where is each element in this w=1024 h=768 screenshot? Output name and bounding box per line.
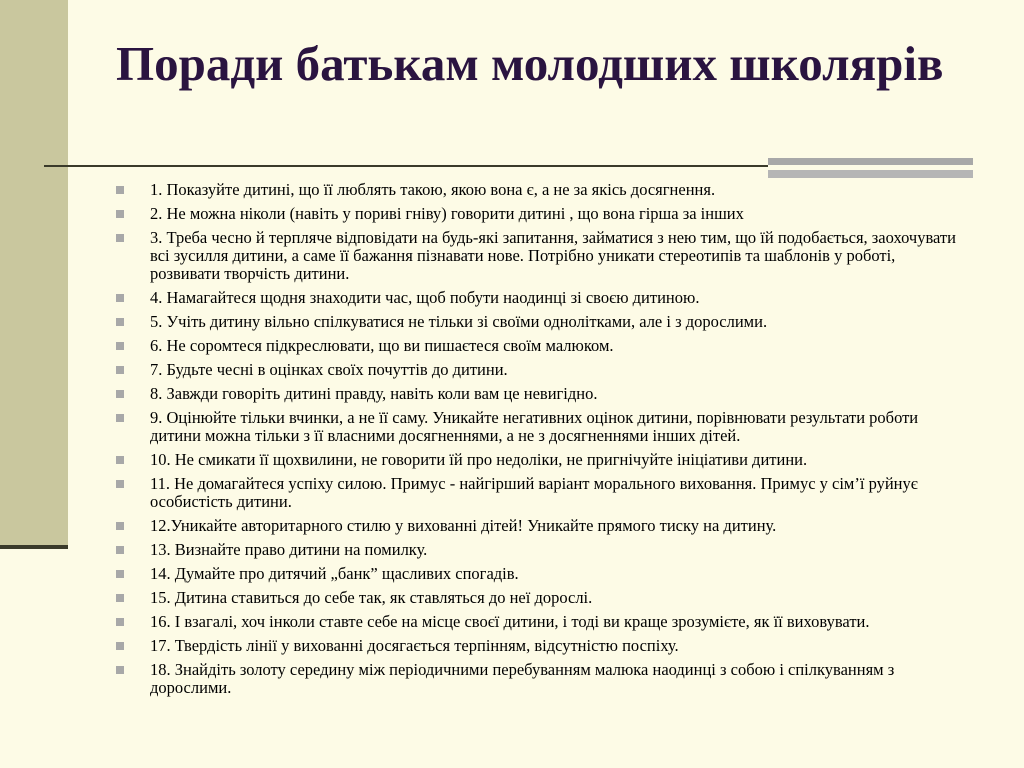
tip-text: 14. Думайте про дитячий „банк” щасливих спогадів. — [150, 564, 519, 583]
list-item — [116, 289, 966, 307]
tip-text: 18. Знайдіть золоту середину між періодичними перебуванням малюка наодинці з собою і спілкуванням з дорослими. — [150, 660, 895, 697]
tip-text: 4. Намагайтеся щодня знаходити час, щоб побути наодинці зі своєю дитиною. — [150, 288, 700, 307]
tip-text: 2. Не можна ніколи (навіть у пориві гніву) говорити дитині , що вона гірша за інших — [150, 204, 744, 223]
tip-text: 3. Треба чесно й терпляче відповідати на будь-які запитання, займатися з нею тим, що їй подобається, заохочувати всі зусилля дитини, а саме її бажання пізнавати нове. Потрібно уникати стереотипів та шаблонів у роботі, розвивати творчість дитини. — [150, 228, 956, 283]
square-bullet-icon — [116, 318, 124, 326]
square-bullet-icon — [116, 522, 124, 530]
square-bullet-icon — [116, 234, 124, 242]
tip-text: 12.Уникайте авторитарного стилю у вихованні дітей! Уникайте прямого тиску на дитину. — [150, 516, 777, 535]
list-item — [116, 337, 966, 355]
list-item — [116, 361, 966, 379]
list-item — [116, 181, 966, 199]
square-bullet-icon — [116, 456, 124, 464]
tip-text: 5. Учіть дитину вільно спілкуватися не тільки зі своїми однолітками, але і з дорослими. — [150, 312, 768, 331]
square-bullet-icon — [116, 210, 124, 218]
tip-text: 7. Будьте чесні в оцінках своїх почуттів до дитини. — [150, 360, 508, 379]
list-item — [116, 313, 966, 331]
tip-text: 17. Твердість лінії у вихованні досягається терпінням, відсутністю поспіху. — [150, 636, 679, 655]
square-bullet-icon — [116, 546, 124, 554]
tip-text: 9. Оцінюйте тільки вчинки, а не її саму. Уникайте негативних оцінок дитини, порівнювати результати роботи дитини можна тільки з її власними досягненнями, а не з досягненнями інших дітей. — [150, 408, 919, 445]
square-bullet-icon — [116, 642, 124, 650]
tip-text: 6. Не соромтеся підкреслювати, що ви пишаєтеся своїм малюком. — [150, 336, 614, 355]
tip-text: 15. Дитина ставиться до себе так, як ставляться до неї дорослі. — [150, 588, 593, 607]
title-accent-bar-lower — [768, 170, 973, 178]
square-bullet-icon — [116, 366, 124, 374]
square-bullet-icon — [116, 390, 124, 398]
list-item — [116, 475, 966, 511]
list-item — [116, 637, 966, 655]
list-item — [116, 589, 966, 607]
square-bullet-icon — [116, 342, 124, 350]
square-bullet-icon — [116, 570, 124, 578]
square-bullet-icon — [116, 294, 124, 302]
tip-text: 10. Не смикати її щохвилини, не говорити їй про недоліки, не пригнічуйте ініціативи дитини. — [150, 450, 808, 469]
slide-title: Поради батькам молодших школярів — [116, 36, 944, 91]
tip-text: 8. Завжди говоріть дитині правду, навіть коли вам це невигідно. — [150, 384, 598, 403]
list-item — [116, 205, 966, 223]
square-bullet-icon — [116, 594, 124, 602]
tip-text: 11. Не домагайтеся успіху силою. Примус - найгірший варіант морального виховання. Примус у сім’ї руйнує особистість дитини. — [150, 474, 918, 511]
square-bullet-icon — [116, 414, 124, 422]
list-item — [116, 385, 966, 403]
square-bullet-icon — [116, 618, 124, 626]
tip-text: 13. Визнайте право дитини на помилку. — [150, 540, 428, 559]
list-item — [116, 451, 966, 469]
tip-text: 16. І взагалі, хоч інколи ставте себе на місце своєї дитини, і тоді ви краще зрозумієте, як її виховувати. — [150, 612, 870, 631]
list-item — [116, 661, 966, 697]
side-bar-divider — [0, 545, 68, 549]
list-item — [116, 409, 966, 445]
square-bullet-icon — [116, 480, 124, 488]
list-item — [116, 613, 966, 631]
title-divider — [44, 165, 768, 167]
square-bullet-icon — [116, 666, 124, 674]
list-item — [116, 517, 966, 535]
list-item — [116, 229, 966, 283]
title-accent-bar — [768, 158, 973, 165]
list-item — [116, 541, 966, 559]
list-item — [116, 565, 966, 583]
side-bar-decoration — [0, 0, 68, 545]
square-bullet-icon — [116, 186, 124, 194]
tip-text: 1. Показуйте дитині, що її люблять такою, якою вона є, а не за якісь досягнення. — [150, 180, 716, 199]
tips-list — [116, 181, 966, 703]
